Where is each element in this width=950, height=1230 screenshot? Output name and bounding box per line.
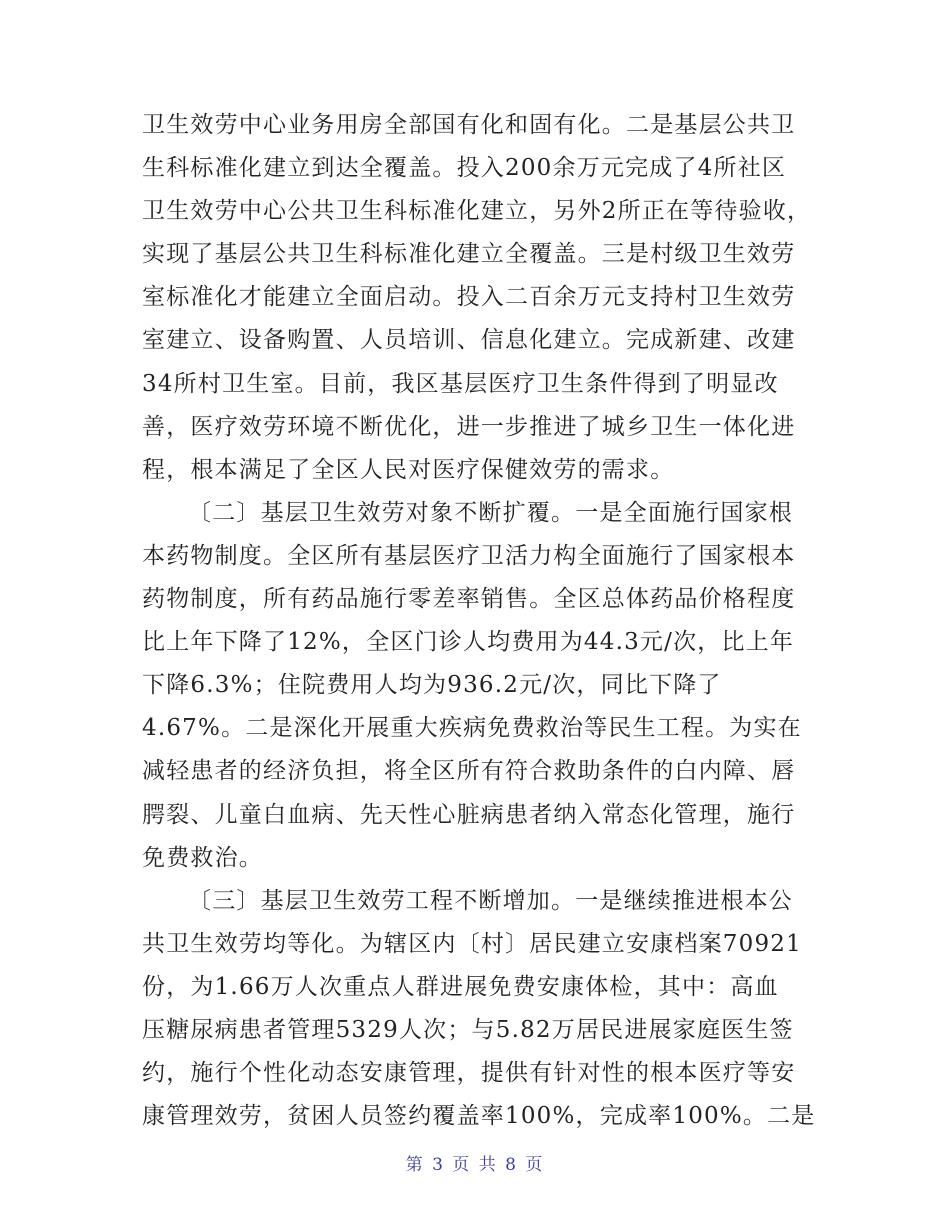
text-line: 份，为1.66万人次重点人群进展免费安康体检，其中：高血 [142, 973, 779, 1000]
page-number-footer: 第 3 页 共 8 页 [405, 1155, 545, 1175]
text-line: 下降6.3%；住院费用人均为936.2元/次，同比下降了 [142, 672, 722, 699]
text-line: 康管理效劳，贫困人员签约覆盖率100%，完成率100%。二是 [142, 1103, 816, 1130]
paragraph-start-line: 〔二〕基层卫生效劳对象不断扩覆。一是全面施行国家根 [188, 499, 793, 526]
text-line: 卫生效劳中心公共卫生科标准化建立，另外2所正在等待验收， [142, 198, 812, 225]
text-line: 减轻患者的经济负担，将全区所有符合救助条件的白内障、唇 [142, 758, 796, 785]
text-line: 约，施行个性化动态安康管理，提供有针对性的根本医疗等安 [142, 1060, 796, 1087]
text-line: 药物制度，所有药品施行零差率销售。全区总体药品价格程度 [142, 586, 796, 613]
text-line: 室标准化才能建立全面启动。投入二百余万元支持村卫生效劳 [142, 284, 796, 311]
text-line: 卫生效劳中心业务用房全部国有化和固有化。二是基层公共卫 [142, 112, 796, 138]
body-text [142, 104, 822, 1138]
text-line: 比上年下降了12%，全区门诊人均费用为44.3元/次，比上年 [142, 629, 795, 656]
text-line: 腭裂、儿童白血病、先天性心脏病患者纳入常态化管理，施行 [142, 801, 796, 828]
text-line: 4.67%。二是深化开展重大疾病免费救治等民生工程。为实在 [142, 715, 802, 742]
text-line: 共卫生效劳均等化。为辖区内〔村〕居民建立安康档案70921 [142, 930, 802, 957]
text-line: 压糖尿病患者管理5329人次；与5.82万居民进展家庭医生签 [142, 1016, 794, 1043]
text-line: 善，医疗效劳环境不断优化，进一步推进了城乡卫生一体化进 [142, 413, 796, 440]
paragraph-start-line: 〔三〕基层卫生效劳工程不断增加。一是继续推进根本公 [188, 887, 793, 914]
text-line: 生科标准化建立到达全覆盖。投入200余万元完成了4所社区 [142, 155, 787, 182]
text-line: 免费救治。 [142, 844, 263, 871]
text-line: 室建立、设备购置、人员培训、信息化建立。完成新建、改建 [142, 327, 796, 354]
text-line: 本药物制度。全区所有基层医疗卫活力构全面施行了国家根本 [142, 542, 796, 569]
text-line: 程，根本满足了全区人民对医疗保健效劳的需求。 [142, 456, 675, 483]
text-line: 34所村卫生室。目前，我区基层医疗卫生条件得到了明显改 [142, 370, 779, 397]
text-line: 实现了基层公共卫生科标准化建立全覆盖。三是村级卫生效劳 [142, 241, 796, 268]
